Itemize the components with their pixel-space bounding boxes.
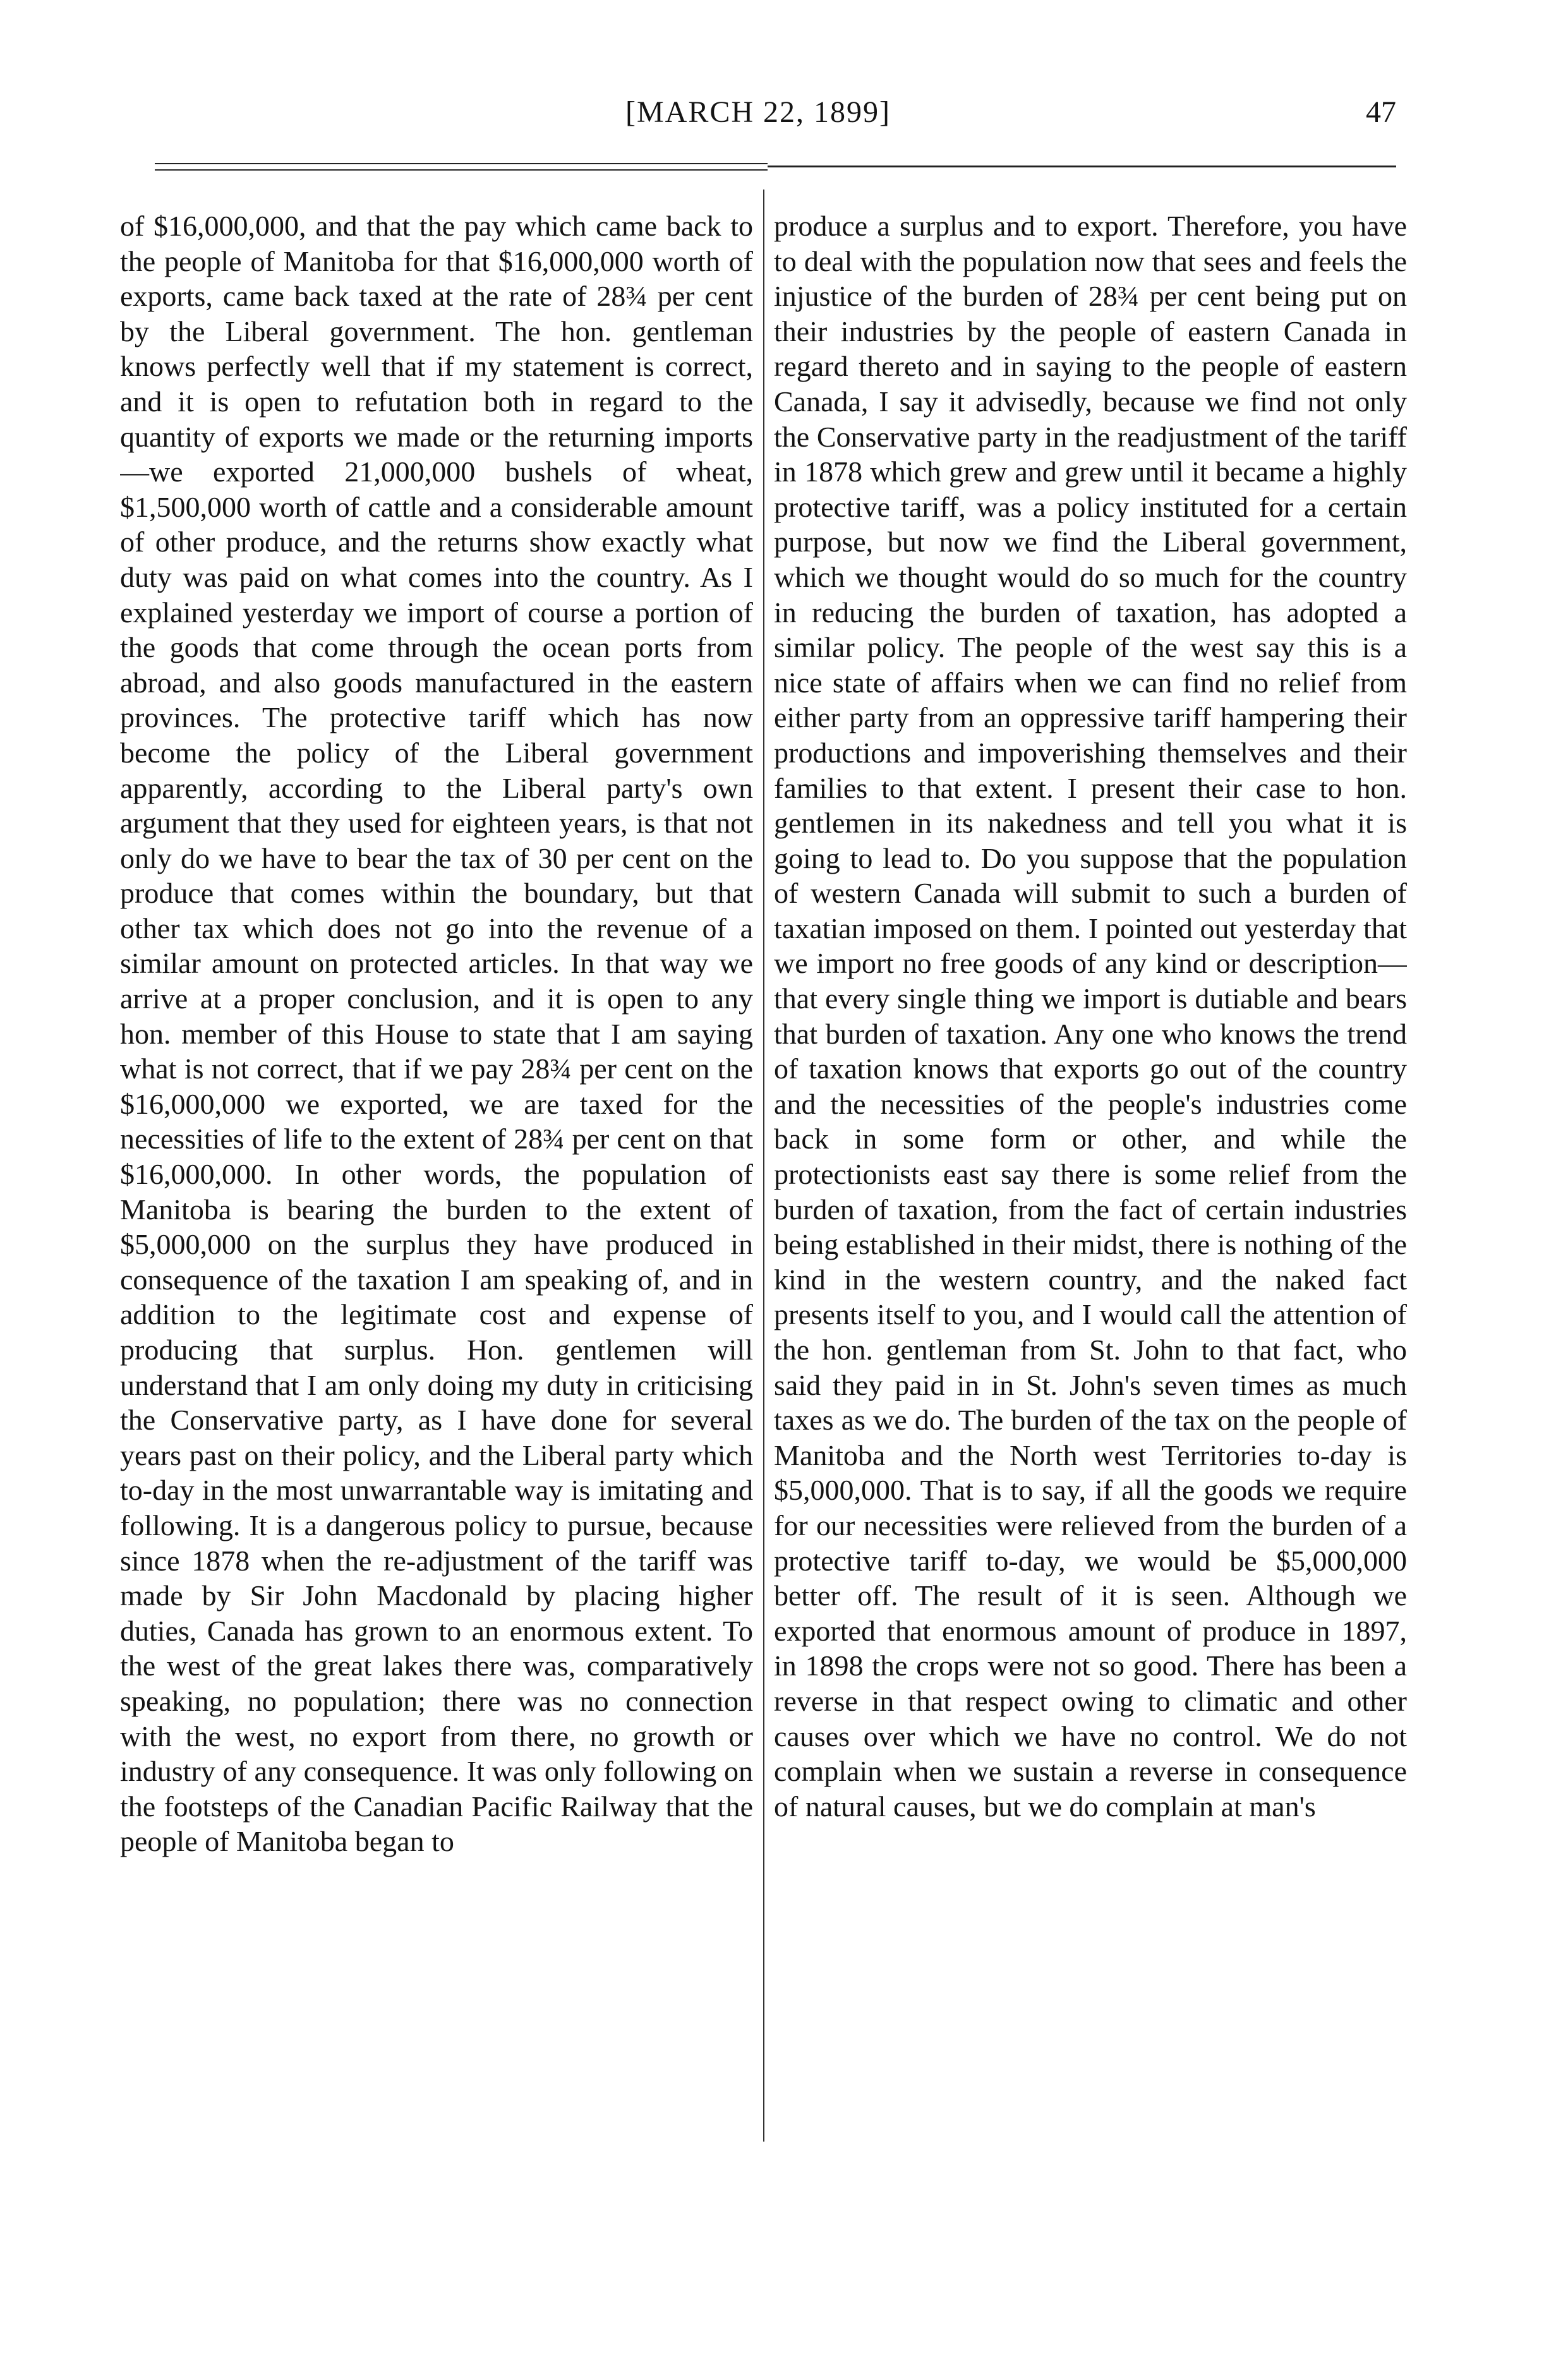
header-double-rule xyxy=(155,163,768,171)
page-header xyxy=(120,95,1396,145)
header-single-rule xyxy=(768,166,1396,167)
right-column-text: produce a surplus and to export. Therefore, you have to deal with the population now that sees and feels the injustice of the burden of 28¾ per cent being put on their industries by the people of eastern Canada in regard thereto and in saying to the people of eastern Canada, I say it advisedly, because we find not only the Conservative party in the readjustment of the tariff in 1878 which grew and grew until it became a highly protective tariff, was a policy instituted for a certain purpose, but now we find the Liberal government, which we thought would do so much for the country in reducing the burden of taxation, has adopted a similar policy. The people of the west say this is a nice state of affairs when we can find no relief from either party from an oppressive tariff hampering their productions and impoverishing themselves and their families to that extent. I present their case to hon. gentlemen in its nakedness and tell you what it is going to lead to. Do you suppose that the population of western Canada will submit to such a burden of taxatian imposed on them. I pointed out yesterday that we import no free goods of any kind or description—that every single thing we import is dutiable and bears that burden of taxation. Any one who knows the trend of taxation knows that exports go out of the country and the necessities of the people's industries come back in some form or other, and while the protectionists east say there is some relief from the burden of taxation, from the fact of certain industries being established in their midst, there is nothing of the kind in the western country, and the naked fact presents itself to you, and I would call the attention of the hon. gentleman from St. John to that fact, who said they paid in in St. John's seven times as much taxes as we do. The burden of the tax on the people of Manitoba and the North west Territories to-day is $5,000,000. That is to say, if all the goods we require for our necessities were relieved from the burden of a protective tariff to-day, we would be $5,000,000 better off. The result of it is seen. Although we exported that enormous amount of produce in 1897, in 1898 the crops were not so good. There has been a reverse in that respect owing to climatic and other causes over which we have no control. We do not complain when we sustain a reverse in consequence of natural causes, but we do complain at man's xyxy=(774,210,1407,1823)
right-column xyxy=(774,208,1407,2142)
page-number: 47 xyxy=(1366,95,1396,129)
left-column-text: of $16,000,000, and that the pay which came back to the people of Manitoba for that $16,000,000 worth of exports, came back taxed at the rate of 28¾ per cent by the Liberal government. The hon. gentleman knows perfectly well that if my statement is correct, and it is open to refutation both in regard to the quantity of exports we made or the returning imports—we exported 21,000,000 bushels of wheat, $1,500,000 worth of cattle and a considerable amount of other produce, and the returns show exactly what duty was paid on what comes into the country. As I explained yesterday we import of course a portion of the goods that come through the ocean ports from abroad, and also goods manufactured in the eastern provinces. The protective tariff which has now become the policy of the Liberal government apparently, according to the Liberal party's own argument that they used for eighteen years, is that not only do we have to bear the tax of 30 per cent on the produce that comes within the boundary, but that other tax which does not go into the revenue of a similar amount on protected articles. In that way we arrive at a proper conclusion, and it is open to any hon. member of this House to state that I am saying what is not correct, that if we pay 28¾ per cent on the $16,000,000 we exported, we are taxed for the necessities of life to the extent of 28¾ per cent on that $16,000,000. In other words, the population of Manitoba is bearing the burden to the extent of $5,000,000 on the surplus they have produced in consequence of the taxation I am speaking of, and in addition to the legitimate cost and expense of producing that surplus. Hon. gentlemen will understand that I am only doing my duty in criticising the Conservative party, as I have done for several years past on their policy, and the Liberal party which to-day in the most unwarrantable way is imitating and following. It is a dangerous policy to pursue, because since 1878 when the re-adjustment of the tariff was made by Sir John Macdonald by placing higher duties, Canada has grown to an enormous extent. To the west of the great lakes there was, comparatively speaking, no population; there was no connection with the west, no export from there, no growth or industry of any consequence. It was only following on the footsteps of the Canadian Pacific Railway that the people of Manitoba began to xyxy=(120,210,753,1858)
header-date: [MARCH 22, 1899] xyxy=(625,95,891,129)
left-column xyxy=(120,208,753,2142)
column-divider xyxy=(763,190,764,2142)
